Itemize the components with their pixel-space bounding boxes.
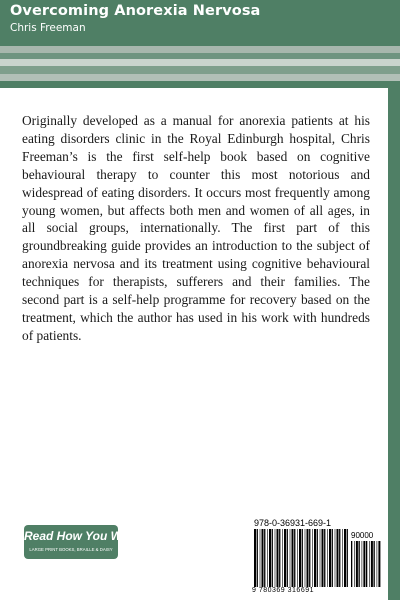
barcode-digits: 9 780369 316691 bbox=[252, 587, 314, 594]
cover-header bbox=[0, 0, 400, 46]
decorative-stripe bbox=[0, 66, 400, 74]
publisher-tagline: LARGE PRINT BOOKS, BRAILLE & DAISY bbox=[29, 547, 113, 552]
decorative-stripe bbox=[0, 74, 400, 81]
book-title: Overcoming Anorexia Nervosa bbox=[10, 3, 261, 19]
book-author: Chris Freeman bbox=[10, 22, 86, 34]
isbn-number: 978-0-36931-669-1 bbox=[254, 518, 332, 528]
price-barcode-bars bbox=[351, 541, 381, 587]
isbn-barcode bbox=[248, 515, 388, 600]
barcode-bars bbox=[254, 529, 350, 587]
decorative-stripe bbox=[0, 59, 400, 66]
book-blurb: Originally developed as a manual for anorexia patients at his eating disorders clinic in the Royal Edinburgh hospital, Chris Freeman’s is the first self-help book based on cognitive behavioural therapy to counter this most notorious and widespread of eating disorders. It occurs most frequently among young women, but affects both men and women of all ages, in all social groups, internationally. The first part of this groundbreaking guide provides an introduction to the subject of anorexia nervosa and its treatment using cognitive behavioural techniques for therapists, sufferers and their families. The second part is a self-help programme for recovery based on the treatment, which the author has used in his work with hundreds of patients. bbox=[22, 113, 370, 343]
price-code: 90000 bbox=[351, 531, 374, 540]
publisher-name: Read How You Want bbox=[24, 529, 140, 543]
publisher-logo bbox=[24, 525, 140, 559]
decorative-stripe bbox=[0, 46, 400, 53]
